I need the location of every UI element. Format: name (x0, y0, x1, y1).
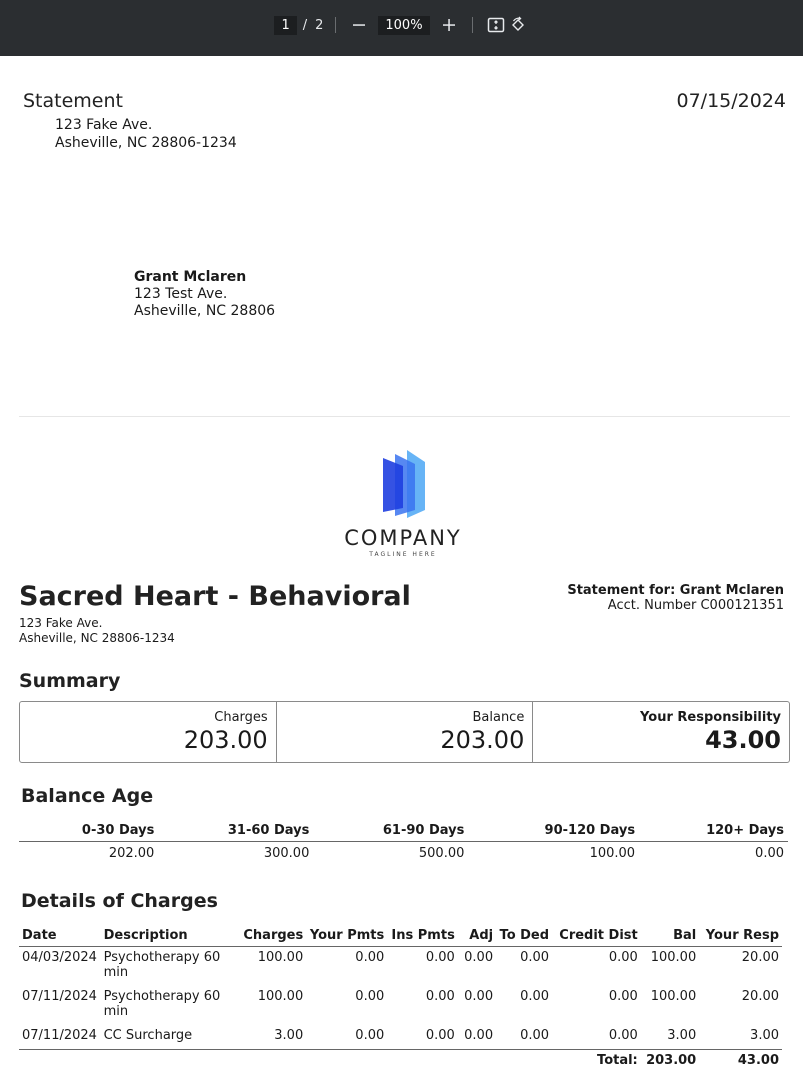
statement-title: Statement (23, 90, 123, 112)
summary-balance (276, 702, 533, 762)
table-header-row (19, 821, 788, 842)
total-row (19, 1050, 782, 1072)
table-cell: 0.00 (425, 989, 455, 1004)
statement-for-block (567, 583, 784, 613)
practice-address (19, 616, 175, 646)
fit-page-icon (487, 16, 505, 34)
column-header: Bal (641, 926, 699, 947)
table-cell: 3.00 (236, 1025, 307, 1050)
column-header: Description (101, 926, 236, 947)
column-header: Date (19, 926, 101, 947)
pdf-page (5, 56, 798, 1076)
pdf-toolbar (0, 0, 803, 50)
account-number: Acct. Number C000121351 (607, 598, 784, 613)
column-header: Adj (458, 926, 496, 947)
page-number-input[interactable]: 1 (274, 16, 296, 35)
total-balance: 203.00 (646, 1053, 697, 1068)
recipient-name: Grant Mclaren (134, 269, 247, 285)
summary-box (19, 701, 790, 763)
table-cell: 0.00 (496, 1025, 552, 1050)
column-header: 31-60 Days (158, 821, 313, 842)
sender-address (55, 116, 237, 152)
page-total: 2 (315, 17, 324, 33)
table-cell: 0.00 (387, 1025, 458, 1050)
summary-value: 43.00 (705, 726, 782, 754)
practice-address-line: 123 Fake Ave. (19, 616, 103, 630)
table-cell: 0.00 (306, 1025, 387, 1050)
table-cell: 0.00 (608, 950, 638, 965)
table-cell: 202.00 (108, 846, 155, 861)
table-cell: 100.00 (589, 846, 636, 861)
sender-line: 123 Fake Ave. (55, 117, 153, 133)
rotate-icon (509, 16, 527, 34)
statement-date: 07/15/2024 (676, 90, 786, 112)
table-cell: 500.00 (418, 846, 465, 861)
table-cell: 0.00 (755, 846, 784, 861)
table-header-row (19, 926, 782, 947)
summary-label: Charges (214, 710, 268, 725)
toolbar-divider (335, 17, 336, 33)
table-cell: 0.00 (520, 950, 550, 965)
recipient-line: 123 Test Ave. (134, 286, 228, 302)
sender-line: Asheville, NC 28806-1234 (55, 135, 237, 151)
table-cell: 3.00 (699, 1025, 782, 1050)
toolbar-divider (472, 17, 473, 33)
recipient-address (134, 269, 275, 320)
page-indicator (274, 16, 323, 35)
logo-mark-icon (373, 448, 433, 520)
table-cell: 07/11/2024 (19, 1025, 101, 1050)
column-header: 120+ Days (639, 821, 788, 842)
table-cell: Psychotherapy 60 min (103, 989, 221, 1019)
table-cell: Psychotherapy 60 min (103, 950, 221, 980)
table-cell: 0.00 (464, 989, 494, 1004)
column-header: Your Resp (699, 926, 782, 947)
table-cell: 0.00 (608, 989, 638, 1004)
statement-for: Statement for: Grant Mclaren (567, 583, 784, 598)
zoom-in-button[interactable] (438, 14, 460, 36)
table-cell: 20.00 (741, 989, 779, 1004)
total-responsibility: 43.00 (737, 1053, 779, 1068)
table-cell: 0.00 (355, 989, 385, 1004)
table-cell: CC Surcharge (101, 1025, 236, 1050)
column-header: Charges (236, 926, 307, 947)
practice-name: Sacred Heart - Behavioral (19, 581, 411, 612)
table-cell: 100.00 (650, 989, 697, 1004)
summary-responsibility (532, 702, 789, 762)
balance-age-table (19, 821, 788, 865)
table-cell: 3.00 (641, 1025, 699, 1050)
fit-page-button[interactable] (485, 14, 507, 36)
practice-address-line: Asheville, NC 28806-1234 (19, 631, 175, 645)
details-heading: Details of Charges (21, 890, 218, 912)
column-header: Your Pmts (306, 926, 387, 947)
table-cell: 0.00 (458, 1025, 496, 1050)
column-header: To Ded (496, 926, 552, 947)
plus-icon (442, 18, 456, 32)
column-header: 0-30 Days (19, 821, 158, 842)
column-header: Ins Pmts (387, 926, 458, 947)
company-logo (335, 448, 471, 558)
table-cell: 100.00 (257, 950, 304, 965)
table-cell: 0.00 (355, 950, 385, 965)
table-cell: 07/11/2024 (22, 989, 97, 1004)
total-label: Total: (597, 1053, 638, 1068)
table-cell: 0.00 (552, 1025, 641, 1050)
table-cell: 0.00 (464, 950, 494, 965)
column-header: Credit Dist (552, 926, 641, 947)
logo-tagline: TAGLINE HERE (369, 551, 437, 558)
table-cell: 100.00 (650, 950, 697, 965)
summary-label: Your Responsibility (640, 710, 782, 725)
page-separator: / (302, 17, 308, 33)
table-cell: 100.00 (257, 989, 304, 1004)
table-row (19, 842, 788, 866)
summary-label: Balance (472, 710, 525, 725)
summary-charges (20, 702, 276, 762)
table-row (19, 986, 782, 1025)
table-cell: 20.00 (741, 950, 779, 965)
column-header: 90-120 Days (468, 821, 639, 842)
table-row (19, 947, 782, 987)
divider (19, 416, 790, 417)
table-cell: 300.00 (263, 846, 310, 861)
summary-value: 203.00 (183, 726, 268, 754)
zoom-out-button[interactable] (348, 14, 370, 36)
table-cell: 0.00 (425, 950, 455, 965)
logo-wordmark: COMPANY (344, 526, 462, 550)
zoom-level[interactable]: 100% (378, 16, 429, 35)
table-row (19, 1025, 782, 1050)
summary-heading: Summary (19, 670, 121, 692)
summary-value: 203.00 (440, 726, 525, 754)
table-cell: 04/03/2024 (22, 950, 97, 965)
details-table (19, 926, 782, 1071)
column-header: 61-90 Days (313, 821, 468, 842)
minus-icon (352, 18, 366, 32)
rotate-button[interactable] (507, 14, 529, 36)
balance-age-heading: Balance Age (21, 785, 154, 807)
recipient-line: Asheville, NC 28806 (134, 303, 276, 319)
table-cell: 0.00 (520, 989, 550, 1004)
